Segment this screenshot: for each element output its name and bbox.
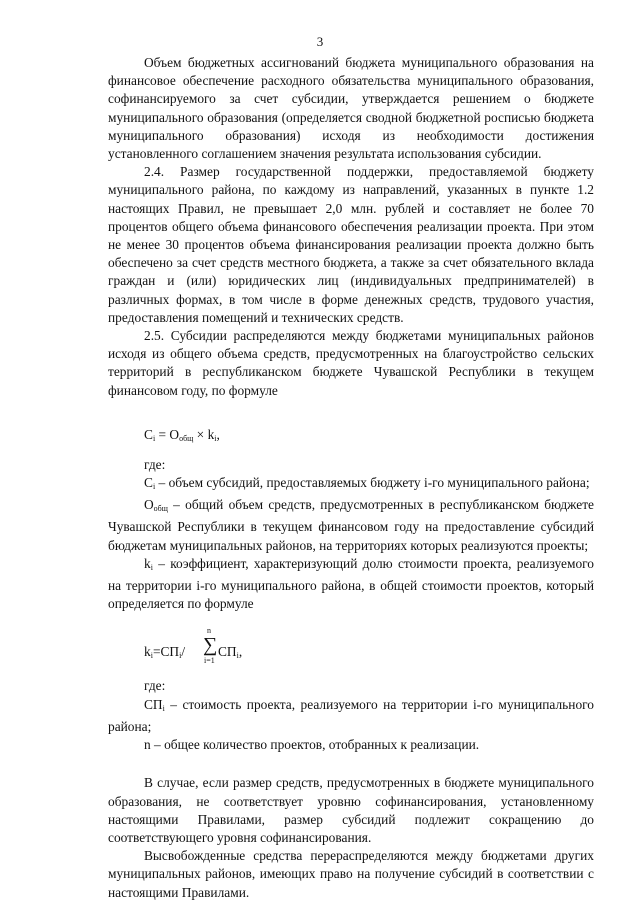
- paragraph-cofinancing: В случае, если размер средств, предусмотренных в бюджете муниципального образования, не соответствует уровню софинансирования, установленному настоящими Правилами, размер субсидий подлежит сокращению до соответствующего уровня софинансирования.: [108, 775, 594, 845]
- document-body: [108, 54, 594, 902]
- definition-o: $O_{общ}$ – общий объем средств, предусмотренных в республиканском бюджете Чувашской Республики в текущем финансовом году на предоставление субсидий бюджетам муниципальных районов, на территориях которых реализуются проекты;: [108, 497, 594, 553]
- where-label-2: где:: [144, 678, 166, 694]
- page-number: 3: [316, 34, 324, 49]
- paragraph-2-5: 2.5. Субсидии распределяются между бюджетами муниципальных районов исходя из общего объема средств, предусмотренных на благоустройство сельских территорий в республиканском бюджете Чувашской Республики в текущем финансовом году, по формуле: [108, 328, 594, 398]
- definition-c: $C_i$ – объем субсидий, предоставляемых бюджету i-го муниципального района;: [144, 475, 590, 492]
- definition-n: n – общее количество проектов, отобранных к реализации.: [144, 737, 480, 753]
- definition-k: $k_i$ – коэффициент, характеризующий долю стоимости проекта, реализуемого на территории i-го муниципального района, в общей стоимости проектов, который определяется по формуле: [108, 555, 594, 612]
- paragraph-redistribution: Высвобожденные средства перераспределяются между бюджетами других муниципальных районов, имеющих право на получение субсидий в соответствии с настоящими Правилами.: [108, 848, 594, 900]
- definition-sp: $СП_i$ – стоимость проекта, реализуемого на территории i-го муниципального района;: [108, 696, 594, 734]
- paragraph-budget-allocations: Объем бюджетных ассигнований бюджета муниципального образования на финансовое обеспечение расходного обязательства муниципального образования, софинансируемого за счет субсидии, утверждается решением о бюджете муниципального образования (определяется сводной бюджетной росписью бюджета муниципального образования) исходя из необходимости достижения установленного соглашением значения результата использования субсидии.: [108, 55, 594, 162]
- formula-subsidy: $C_i = O_{общ} \times k_i$,: [144, 426, 220, 443]
- formula-coefficient: $k_i=СП_i/$ n ∑ i=1 $СП_i$,: [144, 626, 243, 666]
- sigma-symbol: ∑: [203, 634, 218, 657]
- where-label: где:: [144, 456, 166, 472]
- paragraph-2-4: 2.4. Размер государственной поддержки, предоставляемой бюджету муниципального района, по каждому из направлений, указанных в пункте 1.2 настоящих Правил, не превышает 2,0 млн. рублей и составляет не более 70 процентов общего объема финансового обеспечения реализации проекта. При этом не менее 30 процентов объема финансирования реализации проекта должно быть обеспечено за счет средств местного бюджета, а также за счет обязательного вклада граждан и (или) юридических лиц (индивидуальных предпринимателей) в различных формах, в том числе в форме денежных средств, трудового участия, предоставления помещений и технических средств.: [108, 164, 594, 325]
